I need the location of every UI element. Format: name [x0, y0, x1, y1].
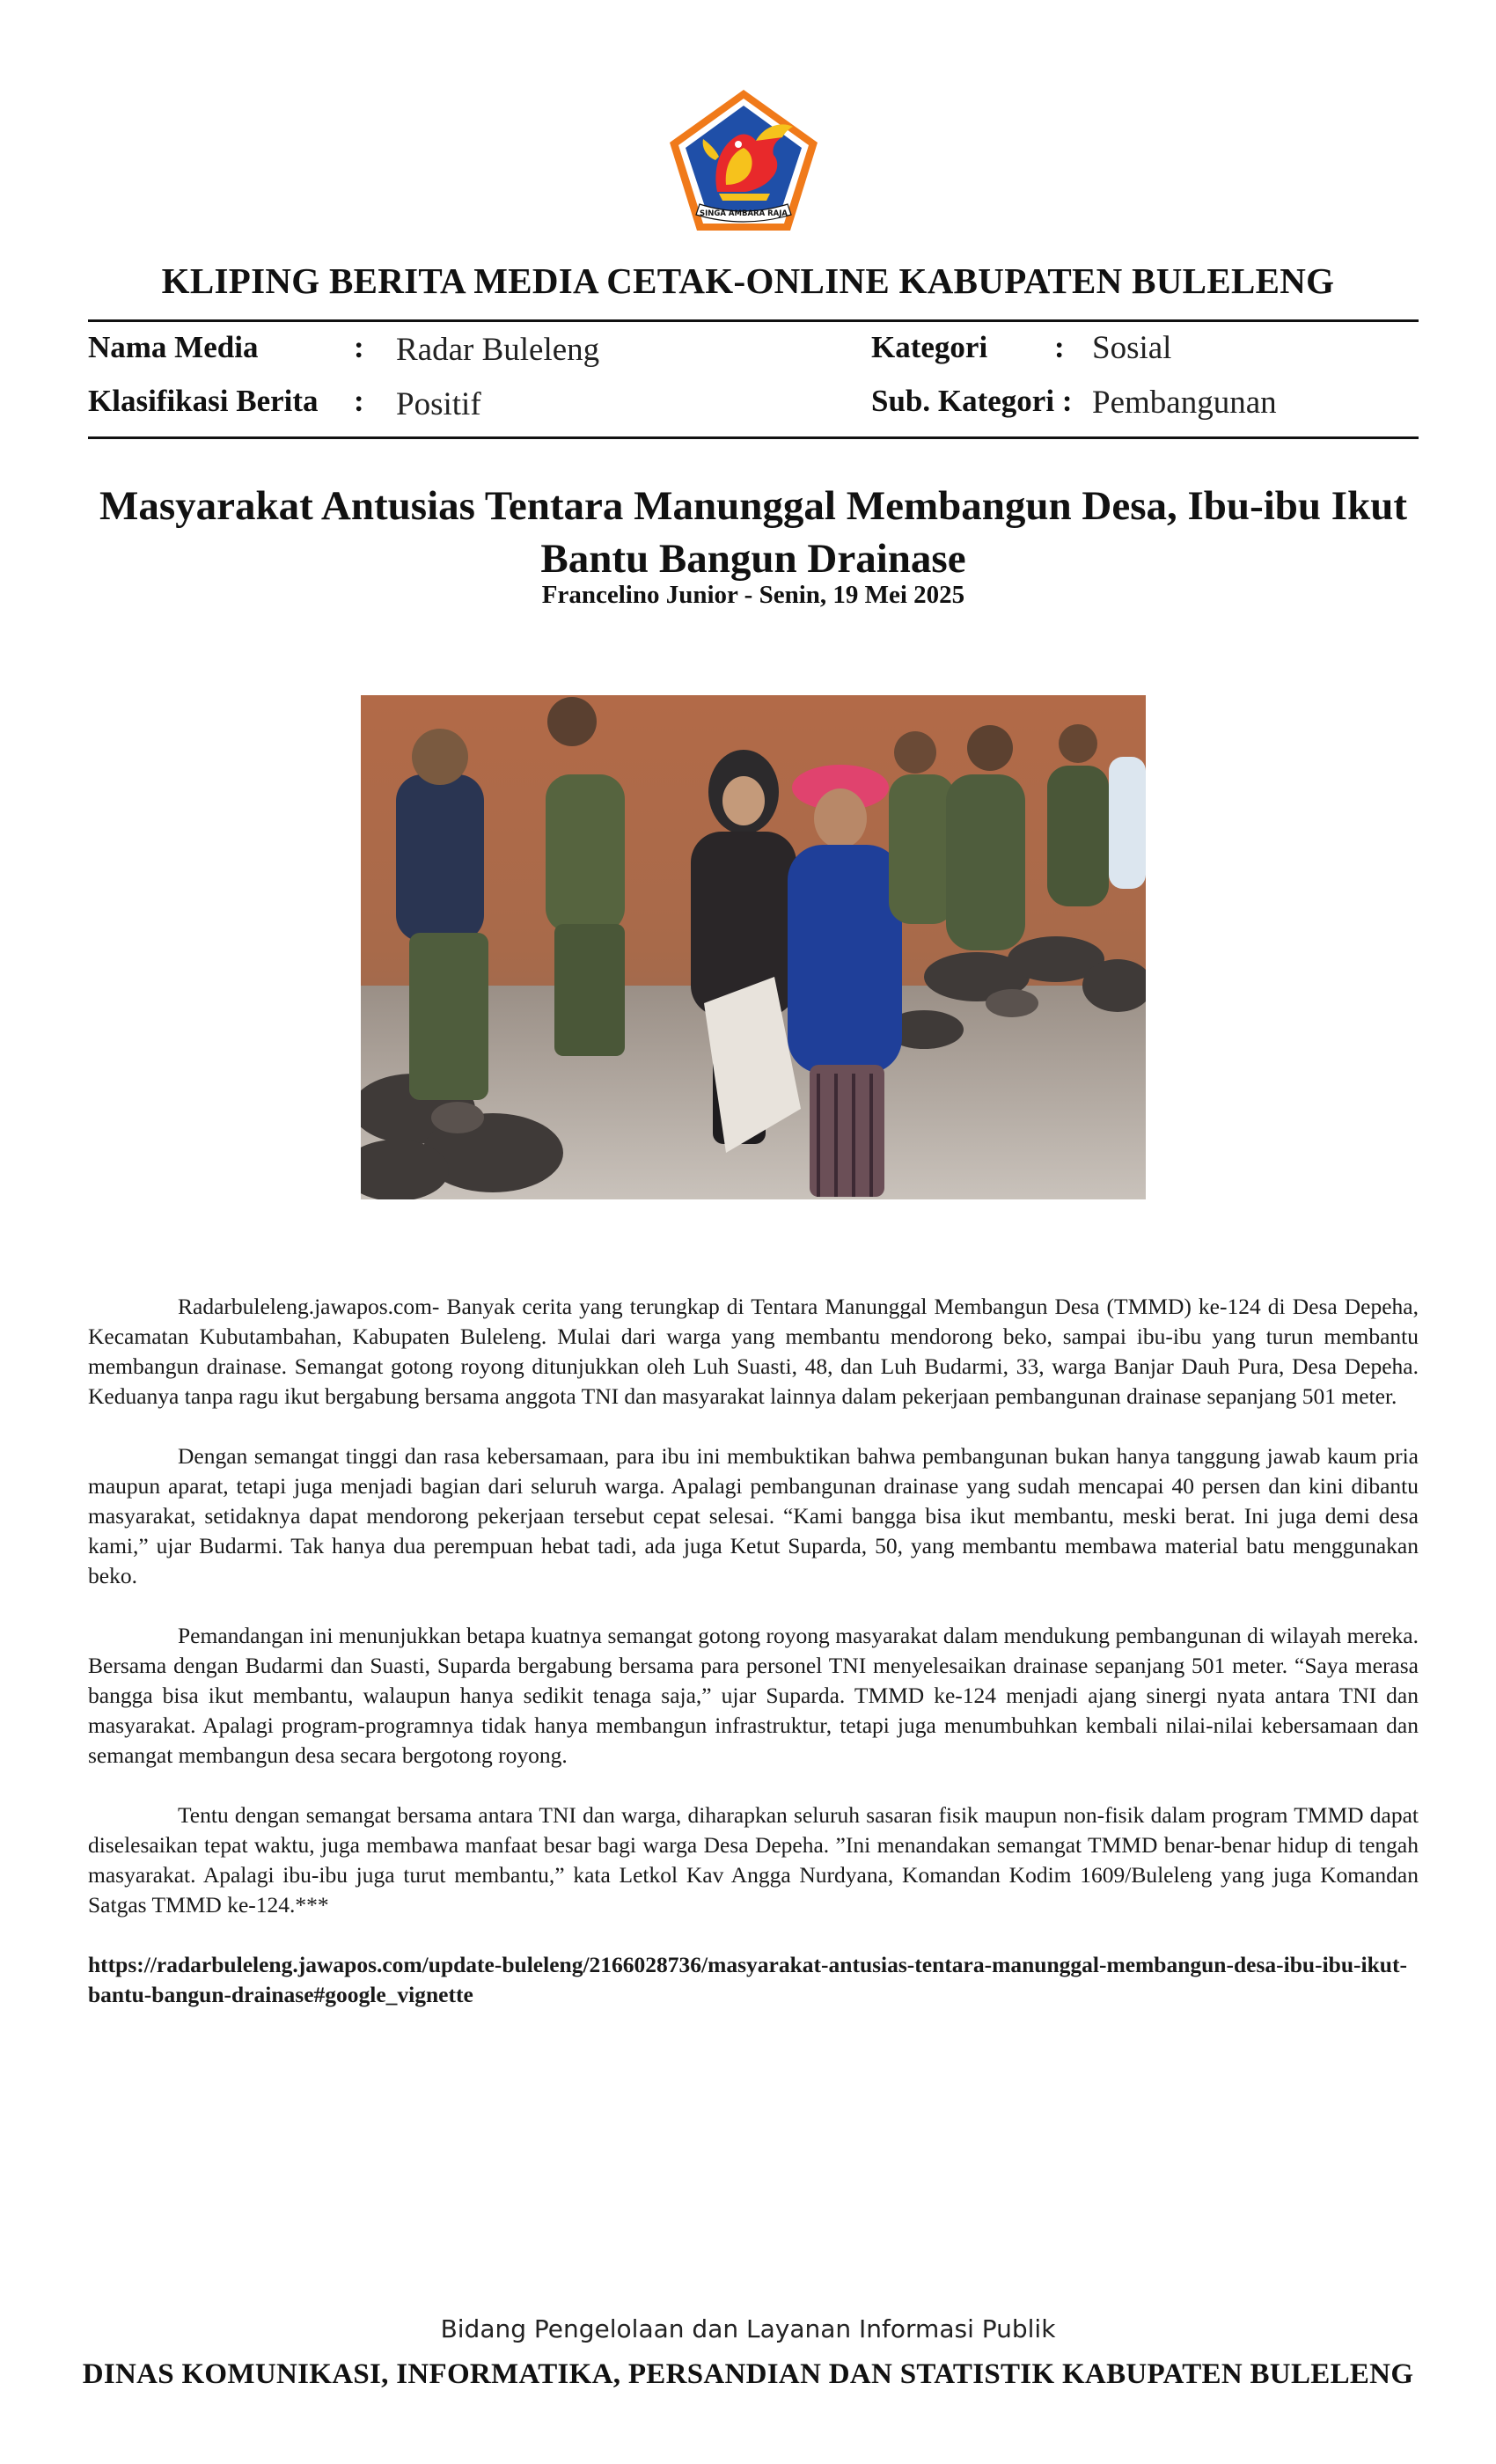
- footer-department: Bidang Pengelolaan dan Layanan Informasi Publik: [440, 2314, 1056, 2343]
- article-paragraph-4: Tentu dengan semangat bersama antara TNI dan warga, diharapkan seluruh sasaran fisik maupun non-fisik dalam program TMMD dapat diselesaikan tepat waktu, juga membawa manfaat besar bagi warga Desa Depeha. ”Ini menandakan semangat TMMD benar-benar hidup di tengah masyarakat. Apalagi ibu-ibu juga turut membantu,” kata Letkol Kav Angga Nurdyana, Komandan Kodim 1609/Buleleng yang juga Komandan Satgas TMMD ke-124.***: [88, 1802, 1419, 1918]
- category-label: Kategori: [871, 330, 988, 364]
- media-name-label: Nama Media: [88, 330, 259, 364]
- classification-value: Positif: [396, 386, 481, 422]
- category-value: Sosial: [1092, 330, 1172, 366]
- media-name-colon: :: [354, 330, 364, 364]
- article-photo: [361, 695, 1146, 1199]
- classification-colon: :: [354, 384, 364, 418]
- article-paragraph-2: Dengan semangat tinggi dan rasa kebersamaan, para ibu ini membuktikan bahwa pembangunan bukan hanya tanggung jawab kaum pria maupun aparat, tetapi juga menjadi bagian dari seluruh warga. Apalagi pembangunan drainase yang sudah mencapai 40 persen dan kini dibantu masyarakat, setidaknya dapat mendorong pekerjaan tersebut cepat selesai. “Kami bangga bisa ikut membantu, meski berat. Ini juga demi desa kami,” ujar Budarmi. Tak hanya dua perempuan hebat tadi, ada juga Ketut Suparda, 50, yang membantu membawa material batu menggunakan beko.: [88, 1443, 1419, 1588]
- singa-ambara-raja-crest-icon: [664, 86, 823, 236]
- svg-text:SINGA AMBARA RAJA: SINGA AMBARA RAJA: [700, 209, 788, 218]
- footer-agency: DINAS KOMUNIKASI, INFORMATIKA, PERSANDIAN DAN STATISTIK KABUPATEN BULELENG: [82, 2358, 1414, 2390]
- header-divider-top: [88, 319, 1419, 322]
- article-byline: Francelino Junior - Senin, 19 Mei 2025: [541, 581, 965, 609]
- article-paragraph-1: Radarbuleleng.jawapos.com- Banyak cerita yang terungkap di Tentara Manunggal Membangun Desa (TMMD) ke-124 di Desa Depeha, Kecamatan Kubutambahan, Kabupaten Buleleng. Mulai dari warga yang membantu mendorong beko, sampai ibu-ibu yang turun membantu membangun drainase. Semangat gotong royong ditunjukkan oleh Luh Suasti, 48, dan Luh Budarmi, 33, warga Banjar Dauh Pura, Desa Depeha. Keduanya tanpa ragu ikut bergabung bersama anggota TNI dan masyarakat lainnya dalam pekerjaan pembangunan drainase sepanjang 501 meter.: [88, 1294, 1419, 1409]
- clipping-header-title: KLIPING BERITA MEDIA CETAK-ONLINE KABUPATEN BULELENG: [161, 260, 1335, 301]
- article-title: Masyarakat Antusias Tentara Manunggal Membangun Desa, Ibu-ibu Ikut Bantu Bangun Drainase: [99, 483, 1408, 582]
- header-divider-bottom: [88, 436, 1419, 439]
- subcategory-value: Pembangunan: [1092, 385, 1277, 421]
- article-paragraph-3: Pemandangan ini menunjukkan betapa kuatnya semangat gotong royong masyarakat dalam mendukung pembangunan di wilayah mereka. Bersama dengan Budarmi dan Suasti, Suparda bergabung bersama para personel TNI menyelesaikan drainase sepanjang 501 meter. “Saya merasa bangga bisa ikut membantu, walaupun hanya sedikit tenaga saja,” ujar Suparda. TMMD ke-124 menjadi ajang sinergi nyata antara TNI dan masyarakat. Apalagi program-programnya tidak hanya membangun infrastruktur, tetapi juga menumbuhkan kembali nilai-nilai kebersamaan dan semangat membangun desa secara bergotong royong.: [88, 1623, 1419, 1768]
- media-name-value: Radar Buleleng: [396, 332, 600, 368]
- classification-label: Klasifikasi Berita: [88, 384, 319, 418]
- source-url: https://radarbuleleng.jawapos.com/update-buleleng/2166028736/masyarakat-antusias-tentara-manunggal-membangun-desa-ibu-ibu-ikut-bantu-bangun-drainase#google_vignette: [88, 1952, 1407, 2007]
- category-colon: :: [1054, 330, 1065, 364]
- article-body: [88, 1292, 1419, 2040]
- subcategory-label: Sub. Kategori :: [871, 384, 1073, 418]
